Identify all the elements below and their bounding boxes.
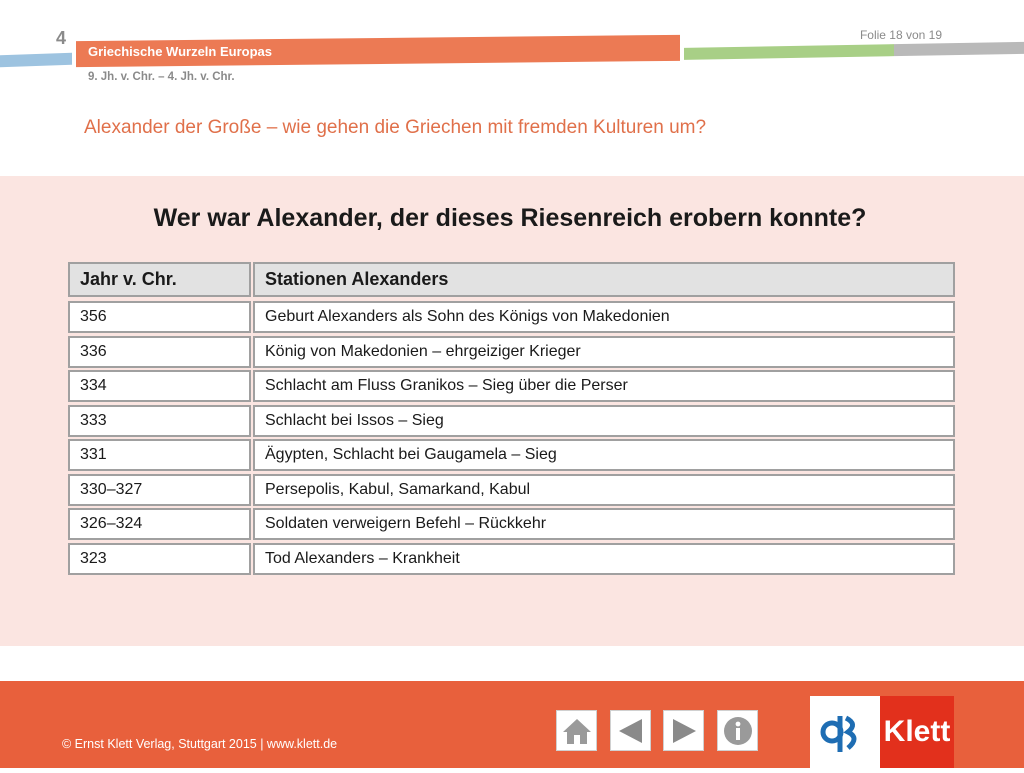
table-cell-station: Schlacht bei Issos – Sieg bbox=[253, 405, 955, 437]
table-cell-station: Persepolis, Kabul, Samarkand, Kabul bbox=[253, 474, 955, 506]
table-cell-station: König von Makedonien – ehrgeiziger Krieger bbox=[253, 336, 955, 368]
next-slide-button[interactable] bbox=[663, 710, 704, 751]
home-icon bbox=[561, 716, 593, 746]
table-header-stations: Stationen Alexanders bbox=[253, 262, 955, 297]
arrow-left-icon bbox=[616, 716, 646, 746]
copyright-text: © Ernst Klett Verlag, Stuttgart 2015 | www.klett.de bbox=[62, 737, 338, 751]
table-cell-year: 323 bbox=[68, 543, 251, 575]
klett-logo-wordmark: Klett bbox=[880, 696, 954, 768]
home-button[interactable] bbox=[556, 710, 597, 751]
table-cell-station: Tod Alexanders – Krankheit bbox=[253, 543, 955, 575]
decorative-stripe-blue bbox=[0, 53, 72, 68]
period-subtitle: 9. Jh. v. Chr. – 4. Jh. v. Chr. bbox=[88, 71, 235, 83]
table-cell-year: 334 bbox=[68, 370, 251, 402]
table-cell-year: 330–327 bbox=[68, 474, 251, 506]
table-header-year: Jahr v. Chr. bbox=[68, 262, 251, 297]
chapter-number: 4 bbox=[56, 28, 67, 48]
table-cell-station: Ägypten, Schlacht bei Gaugamela – Sieg bbox=[253, 439, 955, 471]
slide-counter: Folie 18 von 19 bbox=[859, 28, 942, 42]
table-cell-year: 331 bbox=[68, 439, 251, 471]
table-cell-year: 326–324 bbox=[68, 508, 251, 540]
klett-tree-icon bbox=[810, 696, 880, 768]
table-cell-station: Geburt Alexanders als Sohn des Königs von Makedonien bbox=[253, 301, 955, 333]
table-cell-year: 356 bbox=[68, 301, 251, 333]
decorative-stripe-grey bbox=[894, 42, 1024, 56]
decorative-stripe-green bbox=[684, 44, 894, 60]
table-cell-year: 333 bbox=[68, 405, 251, 437]
previous-slide-button[interactable] bbox=[610, 710, 651, 751]
info-icon bbox=[722, 715, 754, 747]
table-cell-year: 336 bbox=[68, 336, 251, 368]
table-cell-station: Schlacht am Fluss Granikos – Sieg über die Perser bbox=[253, 370, 955, 402]
arrow-right-icon bbox=[669, 716, 699, 746]
slide-heading: Alexander der Große – wie gehen die Griechen mit fremden Kulturen um? bbox=[84, 117, 707, 138]
info-button[interactable] bbox=[717, 710, 758, 751]
table-cell-station: Soldaten verweigern Befehl – Rückkehr bbox=[253, 508, 955, 540]
question-heading: Wer war Alexander, der dieses Riesenreich erobern konnte? bbox=[153, 204, 867, 232]
chapter-title: Griechische Wurzeln Europas bbox=[88, 44, 272, 59]
